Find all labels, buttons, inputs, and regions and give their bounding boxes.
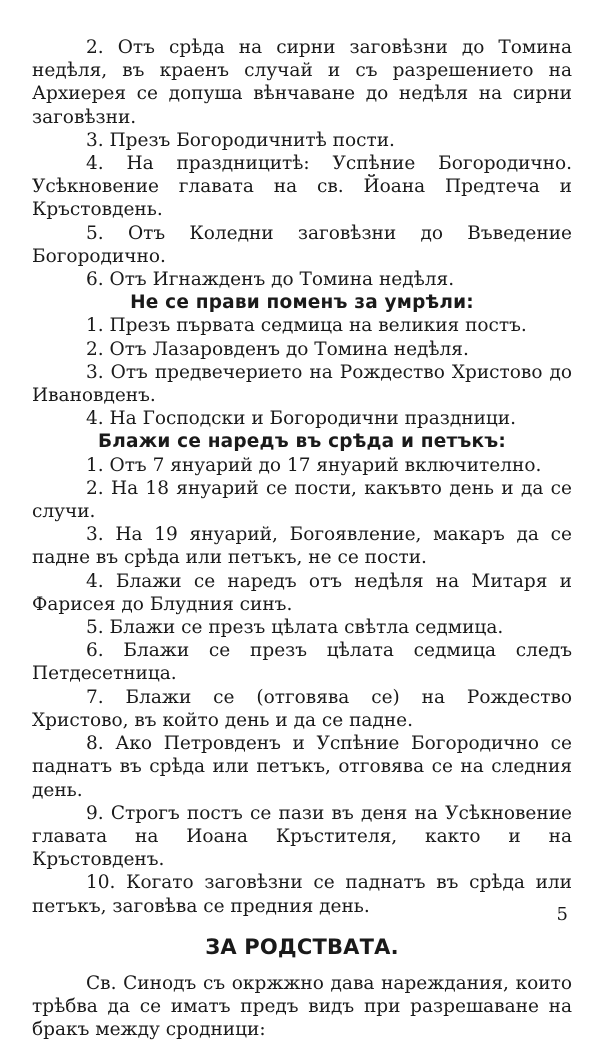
list-item: 4. На праздницитѣ: Успѣние Богородично. Усѣкновение главата на св. Йоана Предтеча и Кръстовдень. (32, 153, 572, 221)
list-item: 3. На 19 януарий, Богоявление, макаръ да се падне въ срѣда или петъкъ, не се пости. (32, 524, 572, 569)
list-item: 9. Строгъ постъ се пази въ деня на Усѣкновение главата на Иоана Кръстителя, както и на Кръстовденъ. (32, 802, 572, 871)
list-item: 3. Отъ предвечерието на Рождество Христово до Ивановденъ. (32, 361, 572, 407)
section-restrictions-list (32, 36, 572, 291)
list-item: 5. Отъ Коледни заговѣзни до Въведение Богородично. (32, 222, 572, 267)
list-item: 3. Презъ Богородичнитѣ пости. (86, 129, 395, 151)
list-item: 2. Отъ срѣда на сирни заговѣзни до Томина недѣля, въ краенъ случай и съ разрешението на Архиерея се допуша вѣнчаване до недѣля на сирни заговѣзни. (32, 37, 572, 128)
section-heading-kinship: ЗА РОДСТВАТА. (205, 934, 399, 959)
section-heading-memorial: Не се прави поменъ за умрѣли: (130, 292, 474, 314)
section-heading-fasting: Блажи се наредъ въ срѣда и петъкъ: (98, 431, 506, 453)
list-item: 1. Презъ първата седмица на великия постъ. (86, 315, 527, 337)
section-fasting-list (32, 454, 572, 918)
list-item: 4. Блажи се наредъ отъ недѣля на Митаря и Фарисея до Блудния синъ. (32, 570, 572, 615)
list-item: 5. Блажи се презъ цѣлата свѣтла седмица. (86, 617, 504, 639)
list-item: 2. Отъ Лазаровденъ до Томина недѣля. (86, 338, 469, 360)
list-item: 6. Отъ Игнажденъ до Томина недѣля. (86, 269, 455, 291)
list-item: 2. На 18 януарий се пости, какъвто день и да се случи. (32, 477, 572, 523)
section-memorial-list (32, 314, 572, 430)
list-item: 7. Блажи се (отговява се) на Рождество Христово, въ който день и да се падне. (32, 686, 572, 731)
list-item: 4. На Господски и Богородични праздници. (86, 408, 517, 430)
page-number: 5 (556, 904, 568, 925)
kinship-paragraph: Св. Синодъ съ окржжно дава нареждания, които трѣбва да се иматъ предъ видъ при разрешаване на бракъ между сродници: (32, 972, 572, 1041)
list-item: 6. Блажи се презъ цѣлата седмица следъ Петдесетница. (32, 640, 572, 685)
list-item: 8. Ако Петровденъ и Успѣние Богородично се паднатъ въ срѣда или петъкъ, отговява се на следния день. (32, 733, 572, 801)
list-item: 1. Отъ 7 януарий до 17 януарий включително. (86, 454, 542, 476)
page-body (32, 36, 572, 1042)
list-item: 10. Когато заговѣзни се паднатъ въ срѣда или петъкъ, заговѣва се предния день. (32, 872, 572, 917)
